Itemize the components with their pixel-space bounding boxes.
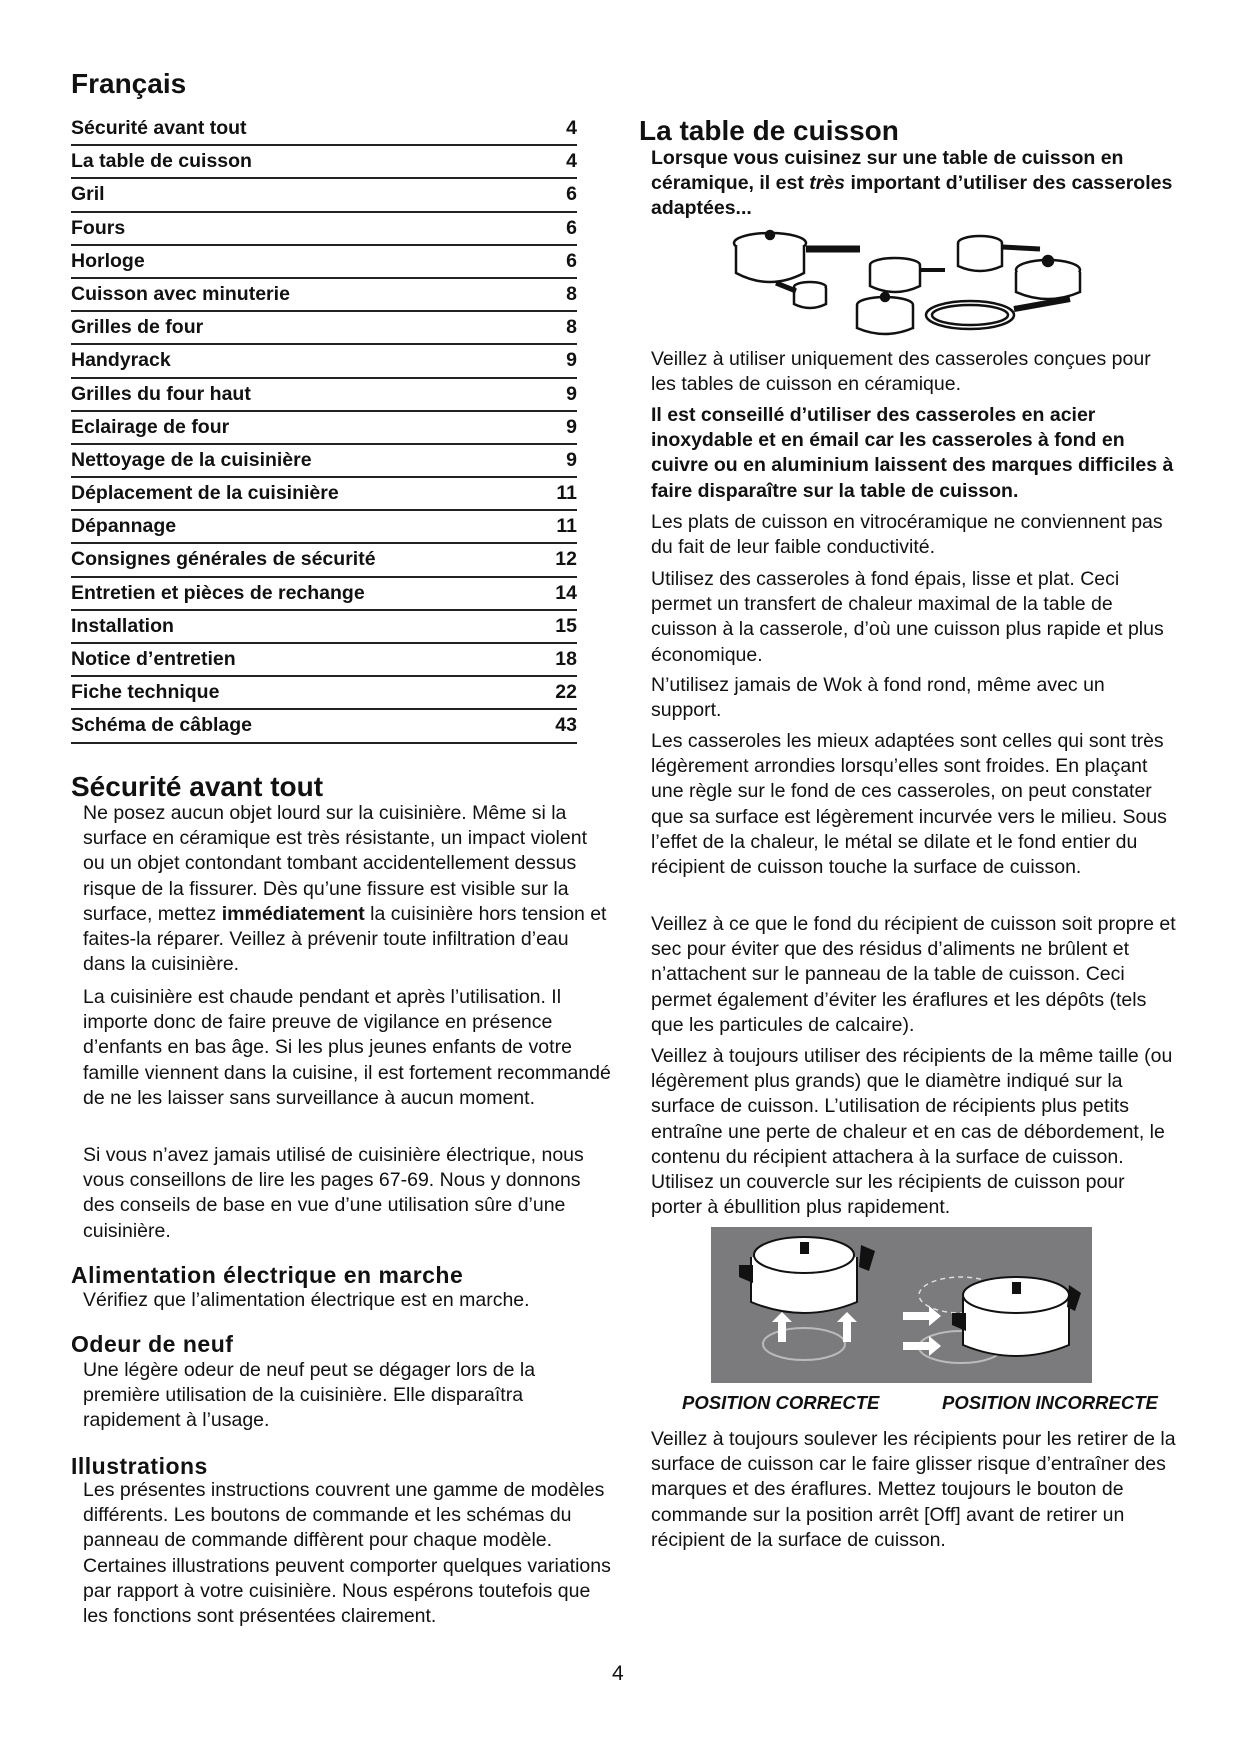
toc-entry[interactable] [71,478,577,511]
caption-correct: POSITION CORRECTE [682,1392,880,1413]
toc-label: Sécurité avant tout [71,117,247,139]
toc-label: Nettoyage de la cuisinière [71,448,312,471]
frying-pan-icon [926,299,1070,329]
toc-label: Consignes générales de sécurité [71,548,376,571]
toc-entry[interactable] [71,511,577,544]
toc-entry[interactable] [71,213,577,246]
power-heading: Alimentation électrique en marche [71,1262,464,1288]
hob-paragraph-5: N’utilisez jamais de Wok à fond rond, même avec un support. [651,674,1105,722]
toc-page: 8 [566,316,577,339]
toc-entry[interactable] [71,412,577,445]
toc-page: 6 [566,249,577,272]
text: Lorsque vous cuisinez sur une table de cuisson en céramique, il est [651,147,1124,195]
illustrations-heading: Illustrations [71,1453,208,1479]
toc-label: Cuisson avec minuterie [71,282,290,305]
pot-position-illustration [711,1227,1092,1383]
text: Ne posez aucun objet lourd sur la cuisinière. Même si la surface en céramique est très résistante, un impact violent ou un objet contondant tombant accidentellement dessus risque de la fissurer. Dès qu’une fissure est visible sur la surface, mettez [83,802,587,925]
toc-page: 8 [566,282,577,305]
table-of-contents [71,113,577,744]
toc-page: 6 [566,183,577,206]
toc-page: 15 [555,614,577,637]
toc-page: 9 [566,448,577,471]
toc-label: Gril [71,183,105,206]
hob-paragraph-9: Veillez à toujours soulever les récipients pour les retirer de la surface de cuisson car le faire glisser risque d’entraîner des marques et des éraflures. Mettez toujours le bouton de commande sur la position arrêt [Off] avant de retirer un récipient de la surface de cuisson. [651,1428,1176,1551]
toc-entry[interactable] [71,345,577,378]
toc-entry[interactable] [71,379,577,412]
toc-entry[interactable] [71,611,577,644]
bold-text: immédiatement [221,902,365,925]
toc-entry[interactable] [71,578,577,611]
safety-paragraph-2: La cuisinière est chaude pendant et après l’utilisation. Il importe donc de faire preuve de vigilance en présence d’enfants en bas âge. Si les plus jeunes enfants de votre famille viennent dans la cuisine, il est fortement recommandé de ne les laisser sans surveillance à aucun moment. [83,986,611,1109]
toc-label: Grilles de four [71,316,204,339]
toc-label: La table de cuisson [71,150,252,173]
toc-entry[interactable] [71,146,577,179]
toc-entry[interactable] [71,279,577,312]
toc-page: 14 [555,581,577,604]
toc-label: Installation [71,614,174,637]
toc-page: 43 [555,714,577,737]
stockpot-icon [857,293,913,334]
cookware-illustration [730,225,1100,347]
page-number: 4 [612,1662,624,1685]
power-text: Vérifiez que l’alimentation électrique est en marche. [83,1289,530,1311]
smell-text: Une légère odeur de neuf peut se dégager lors de la première utilisation de la cuisinière. Elle disparaîtra rapidement à l’usage. [83,1359,536,1432]
toc-label: Horloge [71,249,145,272]
toc-entry[interactable] [71,544,577,577]
caption-incorrect: POSITION INCORRECTE [942,1392,1158,1413]
toc-label: Déplacement de la cuisinière [71,482,339,505]
toc-page: 6 [566,216,577,239]
toc-label: Eclairage de four [71,415,230,438]
small-pot-icon [776,282,826,308]
hob-paragraph-6: Les casseroles les mieux adaptées sont celles qui sont très légèrement arrondies lorsqu’elles sont froides. En plaçant une règle sur le fond de ces casseroles, on peut constater que sa surface est légèrement incurvée vers le milieu. Sous l’effet de la chaleur, le métal se dilate et le fond entier du récipient de cuisson touche la surface de cuisson. [651,730,1167,879]
hob-paragraph-7: Veillez à ce que le fond du récipient de cuisson soit propre et sec pour éviter que des résidus d’aliments ne brûlent et n’attachent sur le panneau de la table de cuisson. Ceci permet également d’éviter les éraflures et les dépôts (tels que les particules de calcaire). [651,913,1176,1036]
toc-page: 4 [566,117,577,139]
toc-entry[interactable] [71,246,577,279]
lidded-pot-icon [870,258,945,292]
toc-entry[interactable] [71,179,577,212]
toc-page: 9 [566,349,577,372]
hob-intro [651,146,1176,222]
hob-paragraph-3: Les plats de cuisson en vitrocéramique ne conviennent pas du fait de leur faible conductivité. [651,511,1163,559]
italic-text: très [809,172,846,195]
toc-entry[interactable] [71,445,577,478]
toc-page: 18 [555,648,577,670]
toc-page: 11 [556,482,577,505]
toc-entry[interactable] [71,710,577,743]
language-title: Français [71,68,187,99]
toc-page: 12 [555,548,577,571]
illustrations-text: Les présentes instructions couvrent une gamme de modèles différents. Les boutons de commande et les schémas du panneau de commande diffèrent pour chaque modèle. Certaines illustrations peuvent comporter quelques variations par rapport à votre cuisinière. Nous espérons toutefois que les fonctions sont présentées clairement. [83,1479,611,1628]
casserole-icon [1016,256,1080,299]
toc-page: 22 [555,681,577,704]
text: la cuisinière hors tension et faites-la réparer. Veillez à prévenir toute infiltration d’eau dans la cuisinière. [83,902,607,976]
safety-heading: Sécurité avant tout [71,771,324,802]
hob-paragraph-2: Il est conseillé d’utiliser des casseroles en acier inoxydable et en émail car les casseroles à fond en cuivre ou en aluminium laissent des marques difficiles à faire disparaître sur la table de cuisson. [651,404,1174,502]
saucepan-icon [734,231,860,282]
hob-paragraph-8: Veillez à toujours utiliser des récipients de la même taille (ou légèrement plus grands) que le diamètre indiqué sur la surface de cuisson. L’utilisation de récipients plus petits entraîne une perte de chaleur et en cas de débordement, le contenu du récipient attachera à la surface de cuisson. Utilisez un couvercle sur les récipients de cuisson pour porter à ébullition plus rapidement. [651,1045,1173,1219]
toc-entry[interactable] [71,644,577,677]
safety-paragraph-3: Si vous n’avez jamais utilisé de cuisinière électrique, nous vous conseillons de lire les pages 67-69. Nous y donnons des conseils de base en vue d’une utilisation sûre d’une cuisinière. [83,1144,584,1242]
toc-entry[interactable] [71,113,577,146]
toc-label: Entretien et pièces de rechange [71,581,365,604]
hob-paragraph-4: Utilisez des casseroles à fond épais, lisse et plat. Ceci permet un transfert de chaleur maximal de la table de cuisson à la casserole, d’où une cuisson plus rapide et plus économique. [651,568,1164,666]
toc-page: 11 [556,515,577,538]
toc-entry[interactable] [71,312,577,345]
toc-entry[interactable] [71,677,577,710]
text: important d’utiliser des casseroles adaptées... [651,172,1173,220]
hob-paragraph-1: Veillez à utiliser uniquement des casseroles conçues pour les tables de cuisson en céramique. [651,348,1151,396]
toc-label: Dépannage [71,515,177,538]
toc-label: Grilles du four haut [71,382,251,405]
toc-page: 4 [566,150,577,173]
toc-label: Fiche technique [71,681,220,704]
toc-page: 9 [566,382,577,405]
toc-label: Schéma de câblage [71,714,253,737]
safety-paragraph-1 [83,801,613,977]
hob-heading: La table de cuisson [639,115,899,146]
toc-label: Handyrack [71,349,171,372]
smell-heading: Odeur de neuf [71,1331,234,1357]
toc-label: Notice d’entretien [71,648,236,670]
toc-label: Fours [71,216,126,239]
toc-page: 9 [566,415,577,438]
